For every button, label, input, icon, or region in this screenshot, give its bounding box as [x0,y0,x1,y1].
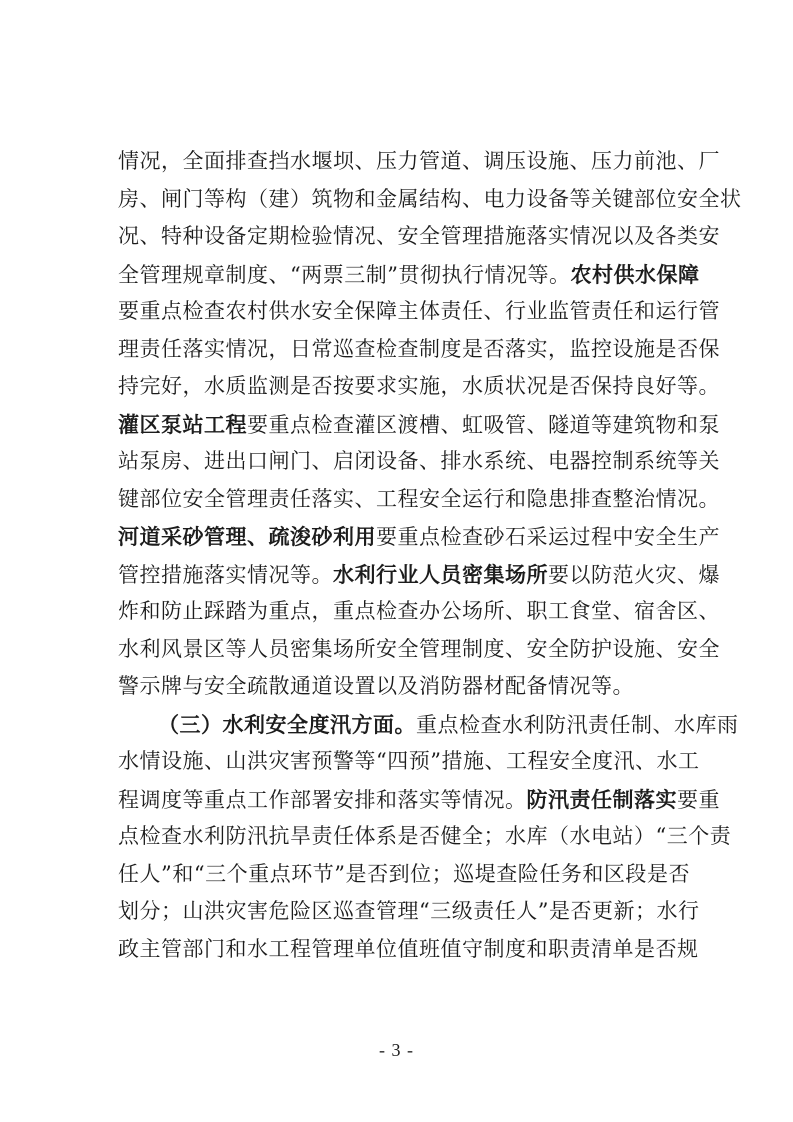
text-line [118,406,720,444]
bold-text-segment: 农村供水保障 [570,261,700,287]
text-line [118,631,720,669]
text-line [118,556,720,594]
text-segment: 警示牌与安全疏散通道设置以及消防器材配备情况等。 [118,674,634,698]
bold-text-segment: 灌区泵站工程 [118,411,247,437]
text-segment: 键部位安全管理责任落实、工程安全运行和隐患排查整治情况。 [118,486,720,511]
text-segment: 要重点检查砂石采运过程中安全生产 [376,525,720,549]
text-segment: 政主管部门和水工程管理单位值班值守制度和职责清单是否规 [118,936,699,961]
text-line [118,218,720,256]
text-line [118,518,720,556]
text-segment: 全管理规章制度、“两票三制”贯彻执行情况等。 [118,262,571,287]
text-line [118,931,699,969]
text-line [118,856,690,894]
text-line [118,893,700,931]
text-segment: 持完好，水质监测是否按要求实施，水质状况是否保持良好等。 [118,374,720,398]
text-line [118,181,742,219]
text-segment: 程调度等重点工作部署安排和落实等情况。 [118,787,527,812]
bold-text-segment: 河道采砂管理、疏浚砂利用 [118,524,376,549]
text-line [118,443,720,481]
bold-text-segment: （三）水利安全度汛方面。 [158,711,416,737]
text-line [118,481,720,519]
text-segment: 情况，全面排查挡水堰坝、压力管道、调压设施、压力前池、厂 [118,149,720,173]
text-line [118,706,739,744]
text-line [118,781,720,819]
text-segment: 要以防范火灾、爆 [548,562,720,587]
text-line [118,593,720,631]
text-segment: 水利风景区等人员密集场所安全管理制度、安全防护设施、安全 [118,636,720,661]
text-segment: 房、闸门等构（建）筑物和金属结构、电力设备等关键部位安全状 [118,186,742,211]
text-segment: 炸和防止踩踏为重点，重点检查办公场所、职工食堂、宿舍区、 [118,599,720,623]
text-segment: 划分；山洪灾害危险区巡查管理“三级责任人”是否更新；水行 [118,899,700,923]
bold-text-segment: 防汛责任制落实 [526,786,677,812]
text-segment: 重点检查水利防汛责任制、水库雨 [416,712,739,737]
text-segment: 站泵房、进出口闸门、启闭设备、排水系统、电器控制系统等关 [118,449,720,473]
text-segment: 管控措施落实情况等。 [118,562,333,587]
text-line [118,818,732,856]
text-line [118,368,720,406]
document-body [118,143,742,968]
text-segment: 要重点检查灌区渡槽、虹吸管、隧道等建筑物和泵 [247,412,720,437]
text-line [118,743,700,781]
page-number: - 3 - [379,1040,414,1060]
text-line [118,668,690,706]
bold-text-segment: 水利行业人员密集场所 [333,561,548,587]
text-segment: 任人”和“三个重点环节”是否到位；巡堤查险任务和区段是否 [118,861,690,886]
text-segment: 要重 [677,787,720,812]
text-segment: 点检查水利防汛抗旱责任体系是否健全；水库（水电站）“三个责 [118,824,732,848]
text-line [118,331,720,369]
text-line [118,293,720,331]
text-segment: 水情设施、山洪灾害预警等“四预”措施、工程安全度汛、水工 [118,749,700,773]
text-segment: 理责任落实情况，日常巡查检查制度是否落实，监控设施是否保 [118,336,720,361]
text-line [118,256,700,294]
text-line [118,143,720,181]
text-segment: 要重点检查农村供水安全保障主体责任、行业监管责任和运行管 [118,299,720,323]
text-segment: 况、特种设备定期检验情况、安全管理措施落实情况以及各类安 [118,224,720,248]
